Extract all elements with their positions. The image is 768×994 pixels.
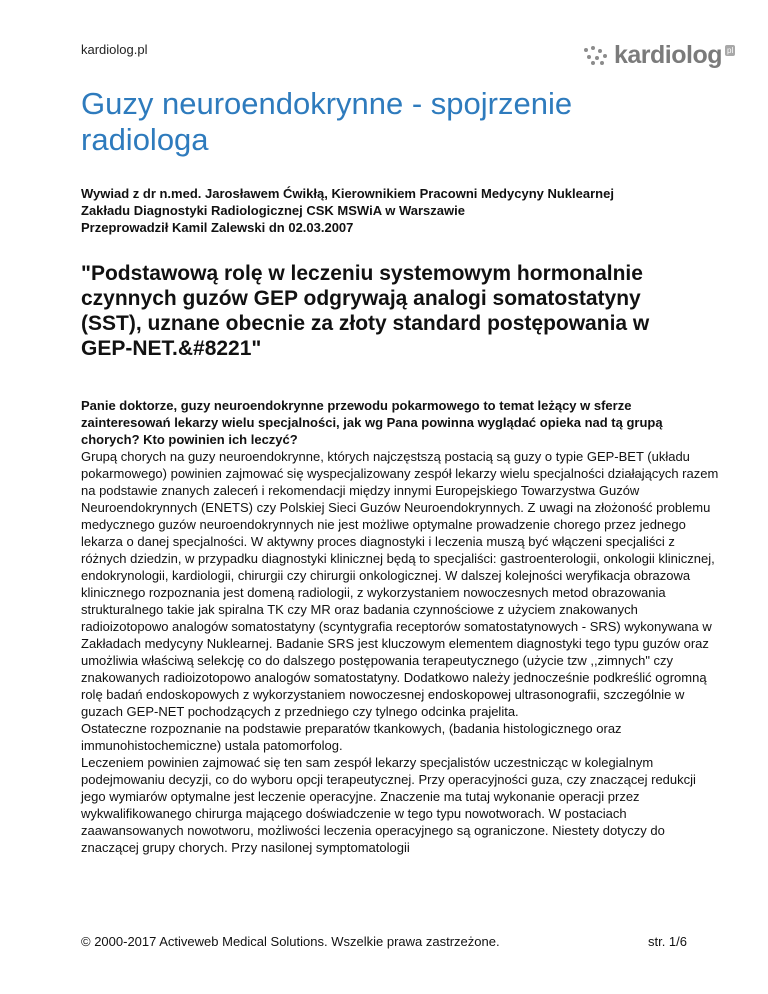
footer-copyright: © 2000-2017 Activeweb Medical Solutions. Wszelkie prawa zastrzeżone. bbox=[81, 934, 500, 949]
answer-paragraph: Grupą chorych na guzy neuroendokrynne, których najczęstszą postacią są guzy o typie GEP-BET (układu pokarmowego) powinien zajmować się wyspecjalizowany zespół lekarzy wielu specjalności działających razem na podstawie znanych zaleceń i rekomendacji między innymi Europejskiego Towarzystwa Guzów Neuroendokrynnych (ENETS) czy Polskiej Sieci Guzów Neuroendokrynnych. Z uwagi na złożoność problemu medycznego guzów neuroendokrynnych nie jest możliwe optymalne prowadzenie chorego przez jednego lekarza o danej specjalności. W aktywny proces diagnostyki i leczenia muszą być włączeni specjaliści z różnych dziedzin, w przypadku diagnostyki klinicznej będą to specjaliści: gastroenterologii, onkologii klinicznej, endokrynologii, kardiologii, chirurgii czy chirurgii onkologicznej. W dalszej kolejności weryfikacja obrazowa klinicznego rozpoznania jest domeną radiologii, z wykorzystaniem nowoczesnych metod obrazowania strukturalnego takie jak spiralna TK czy MR oraz badania czynnościowe z użyciem znakowanych radioizotopowo analogów somatostatyny (scyntygrafia receptorów somatostatynowych - SRS) wykonywana w Zakładach medycyny Nuklearnej. Badanie SRS jest kluczowym elementem diagnostyki tego typu guzów oraz umożliwia właściwą selekcję co do dalszego postępowania terapeutycznego (użycie tzw ,,zimnych" czy znakowanych radioizotopowo analogów somatostatyny. Dodatkowo należy jednocześnie podkreślić ogromną rolę badań endoskopowych z wykorzystaniem nowoczesnej endoskopowej ultrasonografii, szczególnie w guzach GEP-NET pochodzących z przedniego czy tylnego odcinka prajelita. bbox=[81, 449, 719, 719]
article-title: Guzy neuroendokrynne - spojrzenie radiologa bbox=[81, 86, 573, 157]
logo-badge: pl bbox=[727, 45, 734, 55]
interview-info bbox=[81, 185, 721, 236]
interview-answer bbox=[81, 448, 721, 856]
interview-info-line: Wywiad z dr n.med. Jarosławem Ćwikłą, Kierownikiem Pracowni Medycyny Nuklearnej bbox=[81, 186, 614, 201]
page-number: str. 1/6 bbox=[647, 934, 687, 949]
interview-info-line: Przeprowadził Kamil Zalewski dn 02.03.2007 bbox=[81, 220, 354, 235]
interview-info-line: Zakładu Diagnostyki Radiologicznej CSK MSWiA w Warszawie bbox=[81, 203, 465, 218]
interview-question: Panie doktorze, guzy neuroendokrynne przewodu pokarmowego to temat leżący w sferze zainteresowań lekarzy wielu specjalności, jak wg Pana powinna wyglądać opieka nad tą grupą chorych? Kto powinien ich leczyć? bbox=[81, 398, 663, 447]
kardiolog-logo[interactable] bbox=[582, 42, 735, 68]
quote-heading: "Podstawową rolę w leczeniu systemowym hormonalnie czynnych guzów GEP odgrywają analogi somatostatyny (SST), uznane obecnie za złoty standard postępowania w GEP-NET.&#8221" bbox=[81, 262, 650, 360]
logo-text: kardiolog bbox=[614, 40, 723, 69]
answer-paragraph: Ostateczne rozpoznanie na podstawie preparatów tkankowych, (badania histologicznego oraz immunohistochemiczne) ustala patomorfolog. bbox=[81, 721, 622, 753]
site-label: kardiolog.pl bbox=[81, 42, 148, 57]
logo-dots-icon bbox=[582, 44, 612, 66]
answer-paragraph: Leczeniem powinien zajmować się ten sam zespół lekarzy specjalistów uczestnicząc w kolegialnym podejmowaniu decyzji, co do wyboru opcji terapeutycznej. Przy operacyjności guza, czy znaczącej redukcji jego wymiarów optymalne jest leczenie operacyjne. Znaczenie ma tutaj wykonanie operacji przez wykwalifikowanego chirurga mającego doświadczenie w tego typu nowotworach. W postaciach zaawansowanych nowotworu, możliwości leczenia operacyjnego są ograniczone. Niestety dotyczy do znaczącej grupy chorych. Przy nasilonej symptomatologii bbox=[81, 755, 696, 855]
